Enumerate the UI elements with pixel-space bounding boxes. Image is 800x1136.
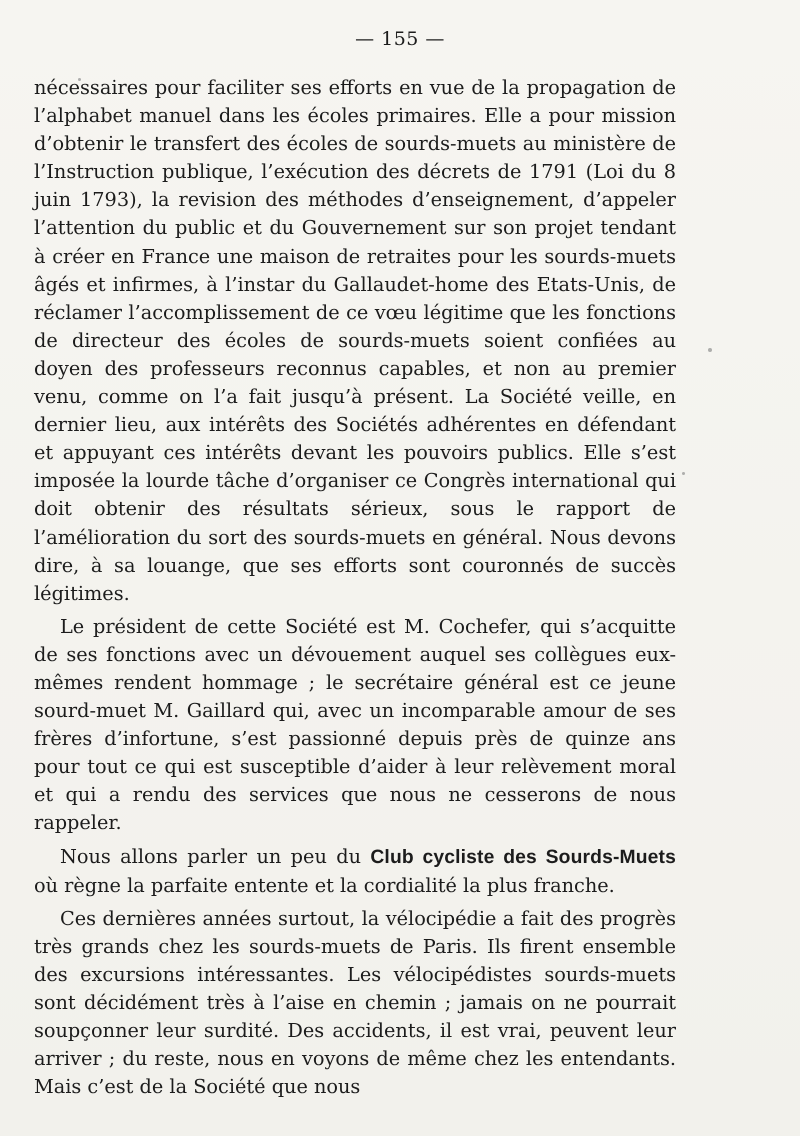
- speck-mark: [708, 348, 712, 352]
- page-body: [34, 74, 676, 1106]
- paragraph-text-before-bold: Nous allons parler un peu du: [60, 844, 371, 868]
- paragraph-text-after-bold: où règne la parfaite entente et la cordialité la plus franche.: [34, 873, 615, 897]
- body-paragraph: [34, 843, 676, 900]
- speck-mark: [682, 472, 685, 475]
- club-name-bold: Club cycliste des Sourds-Muets: [370, 846, 676, 868]
- body-paragraph: Le président de cette Société est M. Cochefer, qui s’acquitte de ses fonctions avec un dévouement auquel ses collègues eux-mêmes rendent hommage ; le secrétaire général est ce jeune sourd-muet M. Gaillard qui, avec un incomparable amour de ses frères d’infortune, s’est passionné depuis près de quinze ans pour tout ce qui est susceptible d’aider à leur relèvement moral et qui a rendu des services que nous ne cesserons de nous rappeler.: [34, 614, 676, 835]
- body-paragraph: nécessaires pour faciliter ses efforts en vue de la propagation de l’alphabet manuel dans les écoles primaires. Elle a pour mission d’obtenir le transfert des écoles de sourds-muets au ministère de l’Instruction publique, l’exécution des décrets de 1791 (Loi du 8 juin 1793), la revision des méthodes d’enseignement, d’appeler l’attention du public et du Gouvernement sur son projet tendant à créer en France une maison de retraites pour les sourds-muets âgés et infirmes, à l’instar du Gallaudet-home des Etats-Unis, de réclamer l’accomplissement de ce vœu légitime que les fonctions de directeur des écoles de sourds-muets soient confiées au doyen des professeurs reconnus capables, et non au premier venu, comme on l’a fait jusqu’à présent. La Société veille, en dernier lieu, aux intérêts des Sociétés adhérentes en défendant et appuyant ces intérêts devant les pouvoirs publics. Elle s’est imposée la lourde tâche d’organiser ce Congrès international qui doit obtenir des résultats sérieux, sous le rapport de l’amélioration du sort des sourds-muets en général. Nous devons dire, à sa louange, que ses efforts sont couronnés de succès légitimes.: [34, 76, 676, 605]
- body-paragraph: Ces dernières années surtout, la vélocipédie a fait des progrès très grands chez les sourds-muets de Paris. Ils firent ensemble des excursions intéressantes. Les vélocipédistes sourds-muets sont décidément très à l’aise en chemin ; jamais on ne pourrait soupçonner leur surdité. Des accidents, il est vrai, peuvent leur arriver ; du reste, nous en voyons de même chez les entendants. Mais c’est de la Société que nous: [34, 906, 676, 1099]
- page-number: — 155 —: [355, 28, 445, 50]
